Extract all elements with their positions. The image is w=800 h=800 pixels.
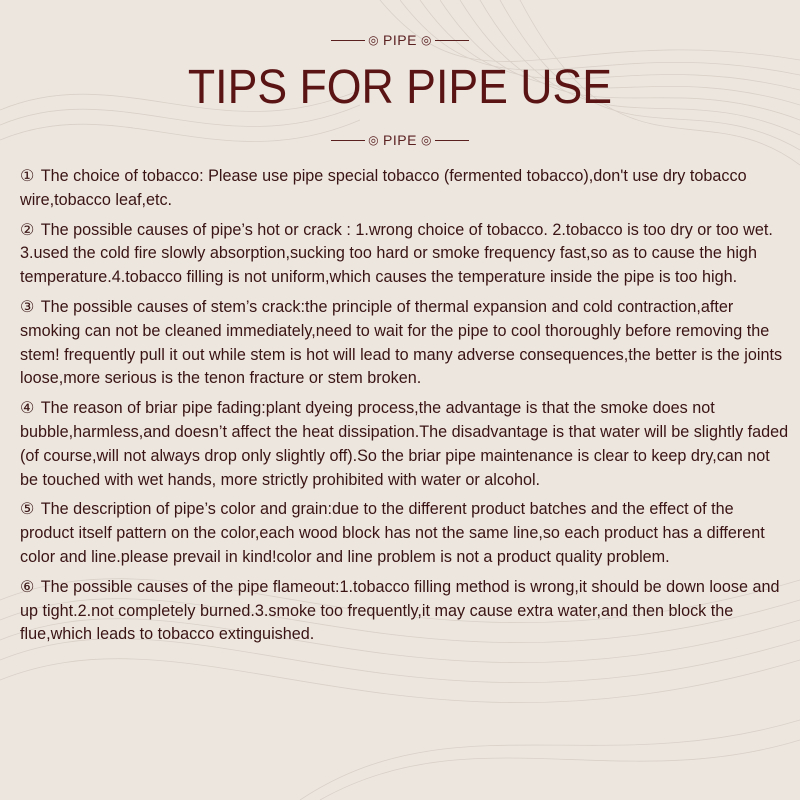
circle-ornament-icon: ◎ (368, 133, 380, 147)
tip-item (20, 397, 790, 492)
tip-number: ② (20, 220, 35, 239)
tip-number: ⑥ (20, 577, 35, 596)
tip-number: ⑤ (20, 500, 35, 519)
divider-label: PIPE (383, 132, 417, 148)
divider-line (331, 140, 365, 141)
tip-number: ① (20, 167, 35, 185)
divider-line (331, 40, 365, 41)
tip-text: The possible causes of pipe’s hot or crack : 1.wrong choice of tobacco. 2.tobacco is too dry or too wet. 3.used the cold fire slowly absorption,sucking too hard or smoke frequency fast,so as to cause the high temperature.4.tobacco filling is not uniform,which causes the temperature inside the pipe is too high. (20, 220, 773, 287)
divider-line (435, 40, 469, 41)
tip-number: ③ (20, 297, 35, 316)
tip-item (20, 498, 790, 569)
tip-item (20, 296, 790, 391)
tip-item (20, 219, 790, 290)
top-divider (0, 32, 800, 48)
tip-text: The possible causes of the pipe flameout:1.tobacco filling method is wrong,it should be down loose and up tight.2.not completely burned.3.smoke too frequently,it may cause extra water,and then block the flue,which leads to tobacco extinguished. (20, 577, 780, 644)
circle-ornament-icon: ◎ (420, 33, 432, 47)
circle-ornament-icon: ◎ (368, 33, 380, 47)
bottom-divider (0, 132, 800, 148)
tip-text: The possible causes of stem’s crack:the principle of thermal expansion and cold contraction,after smoking can not be cleaned immediately,need to wait for the pipe to cool thoroughly before removing the stem! frequently pull it out while stem is hot will lead to many adverse consequences,the better is the joints loose,more serious is the tenon fracture or stem broken. (20, 297, 783, 388)
tip-text: The description of pipe’s color and grain:due to the different product batches and the effect of the product itself pattern on the color,each wood block has not the same line,so each product has a different color and line.please prevail in kind!color and line problem is not a product quality problem. (20, 500, 765, 566)
divider-label: PIPE (383, 32, 417, 48)
tip-item (20, 165, 790, 213)
page-title: TIPS FOR PIPE USE (187, 61, 613, 114)
tip-item (20, 576, 790, 647)
divider-line (435, 140, 469, 141)
tips-list (20, 165, 790, 653)
tip-number: ④ (20, 399, 35, 418)
tip-text: The choice of tobacco: Please use pipe special tobacco (fermented tobacco),don't use dry tobacco wire,tobacco leaf,etc. (20, 167, 747, 209)
tip-text: The reason of briar pipe fading:plant dyeing process,the advantage is that the smoke does not bubble,harmless,and doesn’t affect the heat dissipation.The disadvantage is that water will be slightly faded (of course,will not always drop only slightly off).So the briar pipe maintenance is clear to keep dry,can not be touched with wet hands, more strictly prohibited with water or alcohol. (20, 399, 789, 489)
circle-ornament-icon: ◎ (420, 133, 432, 147)
